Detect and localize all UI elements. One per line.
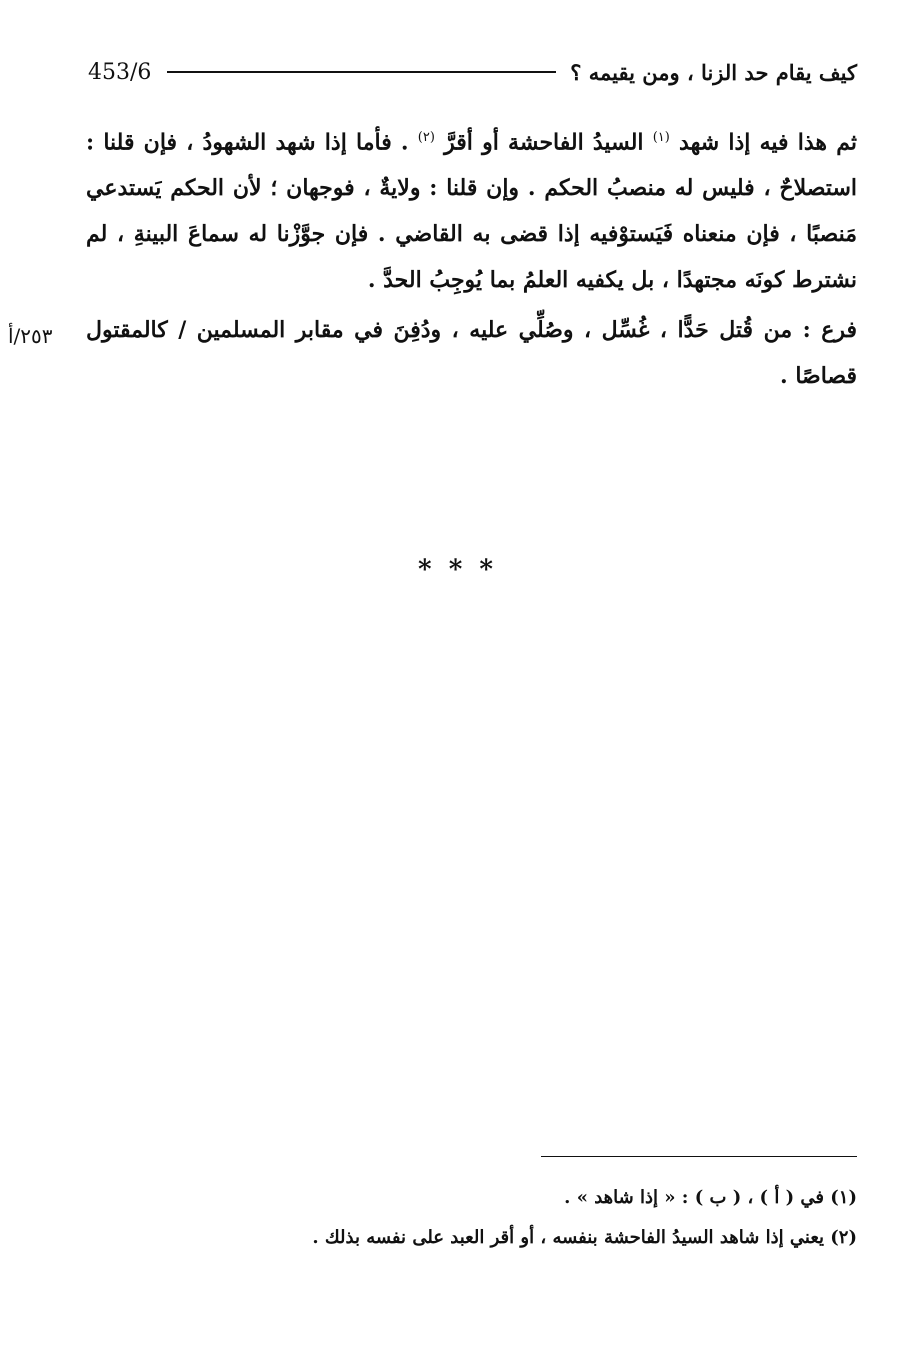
footnote-1: (١) في ( أ ) ، ( ب ) : « إذا شاهد » .: [564, 1187, 857, 1208]
section-separator: * * *: [418, 555, 497, 585]
page-number: 453/6: [88, 59, 152, 85]
footnote-divider: [541, 1156, 857, 1157]
footnote-2: (٢) يعني إذا شاهد السيدُ الفاحشة بنفسه ، أو أقر العبد على نفسه بذلك .: [312, 1227, 857, 1248]
main-text: [8, 115, 857, 399]
paragraph-1-part-2: السيدُ الفاحشة أو أقرَّ: [434, 129, 653, 156]
header-rule: [167, 71, 556, 73]
paragraph-1-part-3: . فأما إذا شهد الشهودُ ، فإن قلنا : استصلاحٌ ، فليس له منصبُ الحكم . وإن قلنا : ولايةٌ ، فوجهان ؛ لأن الحكم يَستدعي مَنصبًا ، فإن منعناه فَيَستوْفيه إذا قضى به القاضي . فإن جوَّزْنا له سماعَ البينةِ ، لم نشترط كونَه مجتهدًا ، بل يكفيه العلمُ بما يُوجِبُ الحدَّ .: [86, 129, 857, 294]
chapter-title: كيف يقام حد الزنا ، ومن يقيمه ؟: [570, 59, 857, 85]
paragraph-2-text: فرع : من قُتل حَدًّا ، غُسِّل ، وصُلِّي عليه ، ودُفِنَ في مقابر المسلمين / كالمقتول قصاصًا .: [86, 317, 857, 390]
running-header: [88, 52, 857, 92]
footnotes: [86, 1178, 857, 1258]
manuscript-folio-ref: ٢٥٣/أ: [8, 324, 53, 349]
paragraph-1-part-1: ثم هذا فيه إذا شهد: [669, 129, 857, 156]
footnote-ref-2: (٢): [417, 130, 435, 145]
paragraph-1: [86, 115, 857, 303]
footnote-ref-1: (١): [652, 130, 670, 145]
paragraph-2: [8, 307, 857, 399]
